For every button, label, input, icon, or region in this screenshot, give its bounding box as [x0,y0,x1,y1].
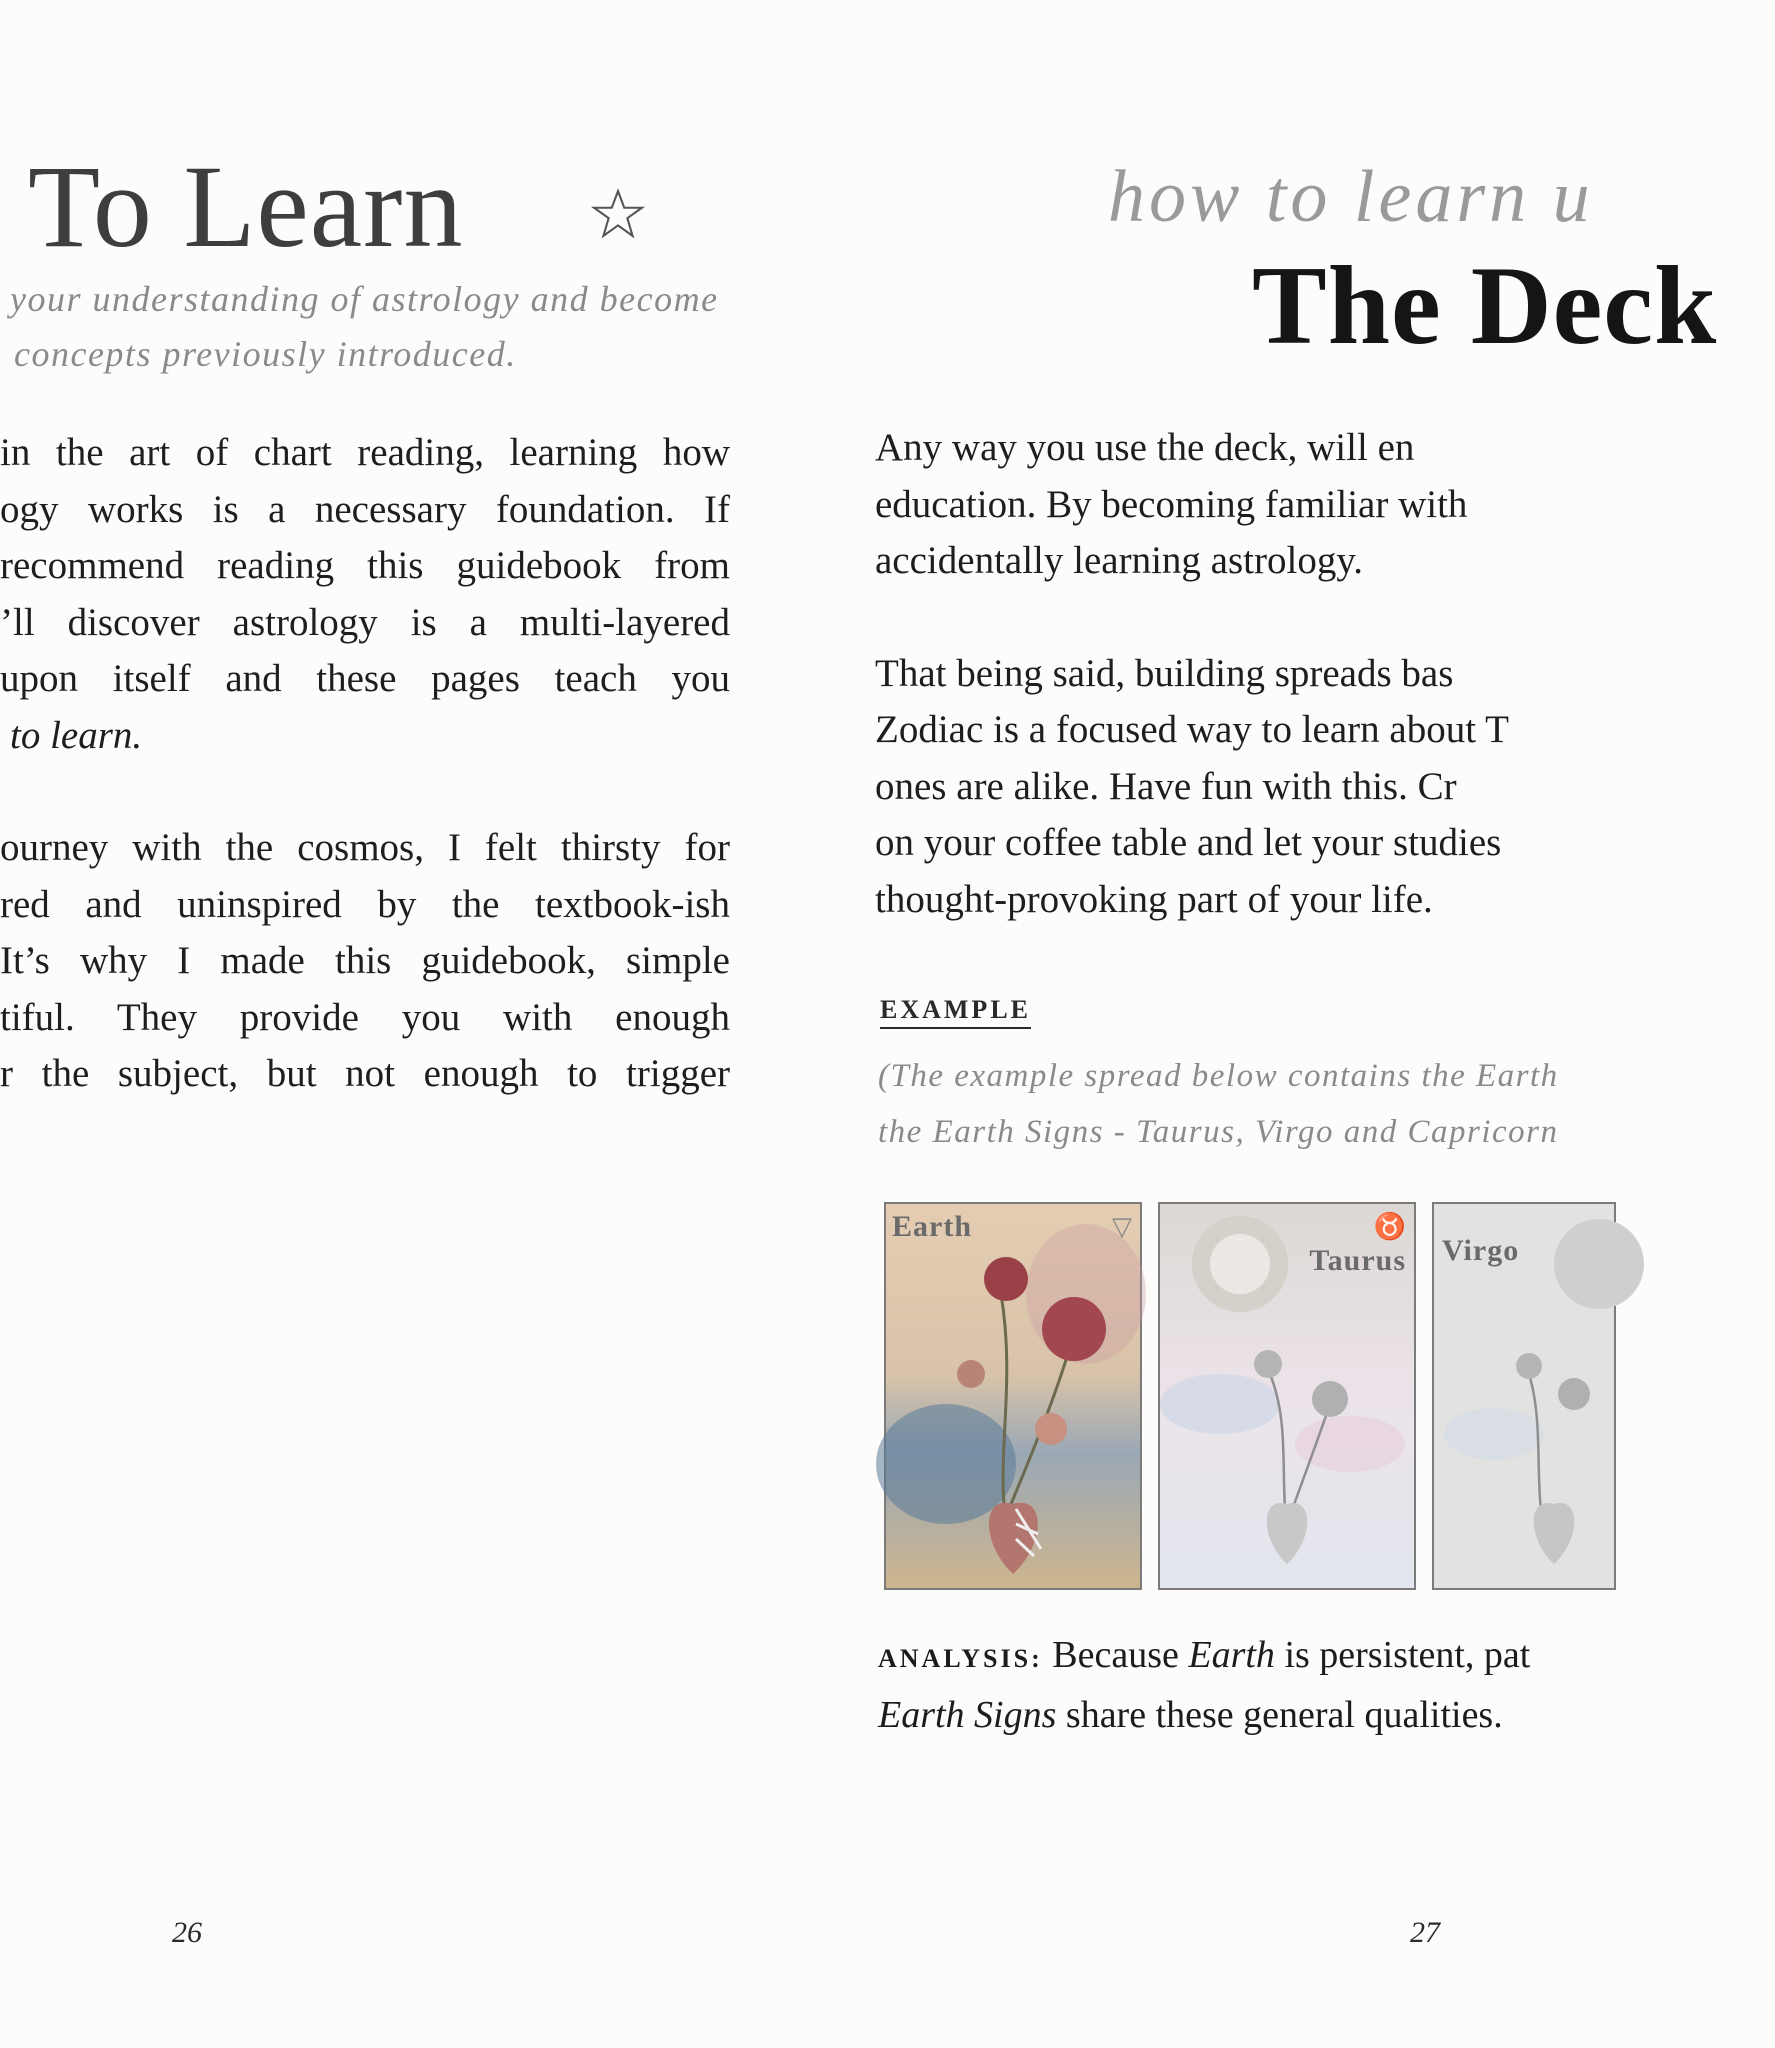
analysis-text-part: is persistent, pat [1284,1634,1531,1676]
earth-card [884,1202,1142,1590]
body-line: That being said, building spreads bas [875,651,1454,695]
body-line: Zodiac is a focused way to learn about T [875,708,1509,751]
example-label: EXAMPLE [880,995,1031,1029]
left-page-body [0,425,730,1103]
analysis-emphasis: Earth Signs [878,1694,1057,1736]
taurus-card [1158,1202,1416,1590]
earth-card-illustration [886,1204,1140,1588]
body-line: ’ll discover astrology is a multi-layered [0,600,730,644]
body-line: accidentally learning astrology. [875,539,1364,582]
analysis-text-part: Because [1052,1634,1179,1676]
body-line: Any way you use the deck, will en [875,426,1415,469]
virgo-card [1432,1202,1616,1590]
body-line: tiful. They provide you with enough [0,995,730,1039]
body-line: thought-provoking part of your life. [875,877,1433,921]
body-line: ourney with the cosmos, I felt thirsty for [0,826,730,869]
body-line: education. By becoming familiar with [875,482,1468,526]
body-line: ogy works is a necessary foundation. If [0,487,730,531]
taurus-card-label: Taurus [1309,1244,1406,1277]
analysis-text [878,1627,1678,1743]
body-line: upon itself and these pages teach you [0,657,730,700]
right-page-title: The Deck [1252,244,1718,368]
earth-card-label: Earth [892,1210,972,1243]
left-page-subtitle [10,272,730,382]
analysis-emphasis: Earth [1188,1634,1275,1676]
page-number-right: 27 [1410,1916,1440,1949]
page-number-left: 26 [172,1916,202,1949]
example-note-line: the Earth Signs - Taurus, Virgo and Capricorn [878,1114,1559,1150]
subtitle-line: your understanding of astrology and become [10,279,719,319]
body-line: on your coffee table and let your studies [875,821,1502,864]
earth-element-icon: ▽ [1112,1212,1132,1241]
subtitle-line: concepts previously introduced. [14,334,517,374]
virgo-card-label: Virgo [1442,1234,1520,1267]
body-line: recommend reading this guidebook from [0,544,730,587]
body-line: to learn. [10,713,143,757]
star-icon [592,188,644,240]
right-page-body [875,420,1775,928]
body-line: red and uninspired by the textbook-ish [0,882,730,926]
taurus-symbol-icon: ♉ [1373,1212,1406,1241]
left-page-title: To Learn [28,141,464,272]
right-page-kicker: how to learn u [1108,156,1594,238]
analysis-text-part: share these general qualities. [1065,1694,1503,1736]
body-line: r the subject, but not enough to trigger [0,1052,730,1095]
body-line: in the art of chart reading, learning how [0,431,730,474]
body-line: It’s why I made this guidebook, simple [0,939,730,982]
example-note [878,1048,1638,1160]
analysis-label: ANALYSIS: [878,1644,1043,1673]
example-note-line: (The example spread below contains the Earth [878,1058,1559,1094]
body-line: ones are alike. Have fun with this. Cr [875,764,1457,808]
